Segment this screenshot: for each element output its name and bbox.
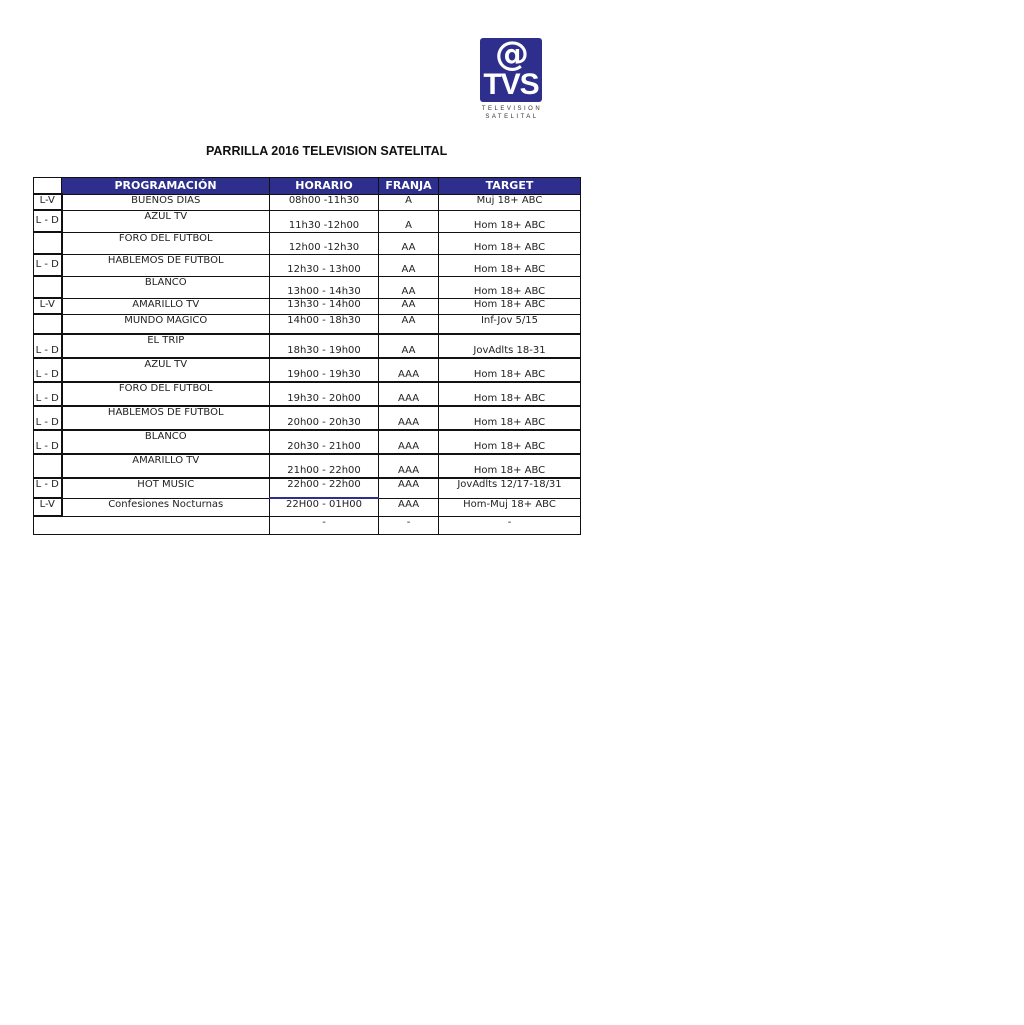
tvs-logo — [476, 34, 548, 124]
table-row — [34, 276, 581, 298]
day-cell: L-V — [34, 298, 62, 314]
franja-cell: AA — [379, 276, 439, 298]
time-cell: 22h00 - 22h00 — [270, 478, 379, 498]
target-cell: Hom 18+ ABC — [439, 254, 581, 276]
time-cell: 19h30 - 20h00 — [270, 382, 379, 406]
day-cell — [34, 232, 62, 254]
time-cell: 22H00 - 01H00 — [270, 498, 379, 516]
day-cell: L-V — [34, 498, 62, 516]
program-cell: Confesiones Nocturnas — [62, 498, 270, 516]
franja-cell: AAA — [379, 498, 439, 516]
day-cell: L - D — [34, 382, 62, 406]
target-cell: Inf-Jov 5/15 — [439, 314, 581, 334]
table-row — [34, 430, 581, 454]
franja-cell: A — [379, 210, 439, 232]
day-cell: L - D — [34, 478, 62, 498]
target-cell: Hom 18+ ABC — [439, 232, 581, 254]
day-cell — [34, 454, 62, 478]
time-cell: 13h00 - 14h30 — [270, 276, 379, 298]
program-cell: MUNDO MAGICO — [62, 314, 270, 334]
table-row — [34, 314, 581, 334]
time-cell: 11h30 -12h00 — [270, 210, 379, 232]
franja-cell: A — [379, 194, 439, 210]
empty-program-cell — [34, 516, 270, 534]
target-cell: JovAdlts 12/17-18/31 — [439, 478, 581, 498]
table-row — [34, 298, 581, 314]
day-cell: L - D — [34, 254, 62, 276]
program-cell: EL TRIP — [62, 334, 270, 358]
time-cell: 12h30 - 13h00 — [270, 254, 379, 276]
franja-cell: - — [379, 516, 439, 534]
header-franja: FRANJA — [379, 178, 439, 195]
table-header-row — [34, 178, 581, 195]
franja-cell: AAA — [379, 406, 439, 430]
header-day-cell — [34, 178, 62, 195]
franja-cell: AAA — [379, 454, 439, 478]
program-cell: AMARILLO TV — [62, 298, 270, 314]
table-row — [34, 478, 581, 498]
target-cell: - — [439, 516, 581, 534]
table-row — [34, 334, 581, 358]
time-cell: 18h30 - 19h00 — [270, 334, 379, 358]
time-cell: 19h00 - 19h30 — [270, 358, 379, 382]
franja-cell: AA — [379, 232, 439, 254]
franja-cell: AAA — [379, 358, 439, 382]
time-cell: 14h00 - 18h30 — [270, 314, 379, 334]
target-cell: Hom 18+ ABC — [439, 210, 581, 232]
table-row — [34, 498, 581, 516]
logo-subtitle-2: SATELITAL — [485, 114, 539, 120]
logo-name: TVS — [483, 68, 539, 101]
header-horario: HORARIO — [270, 178, 379, 195]
program-cell: HABLEMOS DE FUTBOL — [62, 254, 270, 276]
time-cell: 20h00 - 20h30 — [270, 406, 379, 430]
franja-cell: AA — [379, 334, 439, 358]
day-cell: L-V — [34, 194, 62, 210]
table-row — [34, 454, 581, 478]
day-cell: L - D — [34, 358, 62, 382]
time-cell: - — [270, 516, 379, 534]
time-cell: 20h30 - 21h00 — [270, 430, 379, 454]
day-cell: L - D — [34, 430, 62, 454]
target-cell: Hom 18+ ABC — [439, 430, 581, 454]
program-cell: BLANCO — [62, 430, 270, 454]
target-cell: Muj 18+ ABC — [439, 194, 581, 210]
target-cell: JovAdlts 18-31 — [439, 334, 581, 358]
program-cell: FORO DEL FUTBOL — [62, 382, 270, 406]
target-cell: Hom 18+ ABC — [439, 382, 581, 406]
target-cell: Hom 18+ ABC — [439, 358, 581, 382]
target-cell: Hom 18+ ABC — [439, 276, 581, 298]
time-cell: 12h00 -12h30 — [270, 232, 379, 254]
franja-cell: AA — [379, 254, 439, 276]
time-cell: 13h30 - 14h00 — [270, 298, 379, 314]
program-cell: HABLEMOS DE FUTBOL — [62, 406, 270, 430]
target-cell: Hom-Muj 18+ ABC — [439, 498, 581, 516]
program-cell: BLANCO — [62, 276, 270, 298]
program-cell: HOT MUSIC — [62, 478, 270, 498]
program-cell: FORO DEL FUTBOL — [62, 232, 270, 254]
table-row — [34, 254, 581, 276]
program-cell: BUENOS DIAS — [62, 194, 270, 210]
franja-cell: AAA — [379, 382, 439, 406]
header-target: TARGET — [439, 178, 581, 195]
time-cell: 21h00 - 22h00 — [270, 454, 379, 478]
program-cell: AMARILLO TV — [62, 454, 270, 478]
program-cell: AZUL TV — [62, 358, 270, 382]
table-row — [34, 406, 581, 430]
target-cell: Hom 18+ ABC — [439, 406, 581, 430]
table-row — [34, 232, 581, 254]
table-row — [34, 358, 581, 382]
table-row — [34, 194, 581, 210]
franja-cell: AAA — [379, 478, 439, 498]
target-cell: Hom 18+ ABC — [439, 454, 581, 478]
franja-cell: AA — [379, 314, 439, 334]
time-cell: 08h00 -11h30 — [270, 194, 379, 210]
logo-at-symbol: @ — [495, 34, 529, 74]
day-cell — [34, 314, 62, 334]
table-row — [34, 382, 581, 406]
day-cell — [34, 276, 62, 298]
franja-cell: AAA — [379, 430, 439, 454]
day-cell: L - D — [34, 210, 62, 232]
logo-subtitle-1: TELEVISION — [481, 106, 543, 112]
table-row — [34, 210, 581, 232]
table-row — [34, 516, 581, 534]
schedule-table — [33, 177, 581, 535]
franja-cell: AA — [379, 298, 439, 314]
day-cell: L - D — [34, 406, 62, 430]
day-cell: L - D — [34, 334, 62, 358]
header-programacion: PROGRAMACIÓN — [62, 178, 270, 195]
target-cell: Hom 18+ ABC — [439, 298, 581, 314]
program-cell: AZUL TV — [62, 210, 270, 232]
document-title: PARRILLA 2016 TELEVISION SATELITAL — [206, 144, 448, 158]
